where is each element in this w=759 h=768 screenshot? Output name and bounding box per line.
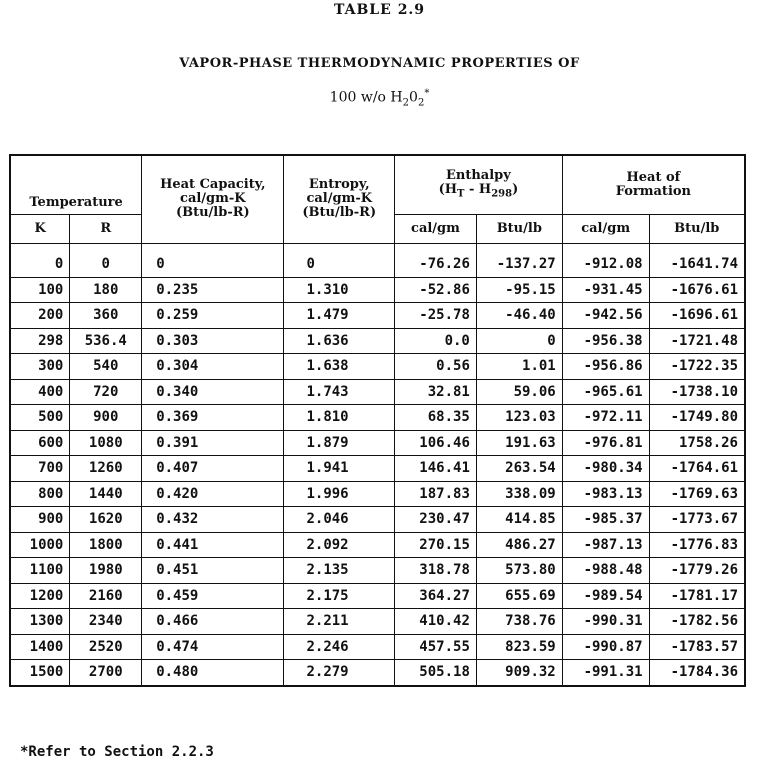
entropy-cell: 1.479	[284, 303, 395, 329]
heat-capacity-header-line-3: (Btu/lb-R)	[175, 205, 250, 220]
temperature-k-cell: 298	[10, 328, 70, 354]
entropy-cell: 2.046	[284, 507, 395, 533]
heat-capacity-header-line-2: cal/gm-K	[180, 191, 246, 206]
table-body	[10, 244, 745, 686]
temperature-r-cell: 2700	[70, 660, 142, 686]
entropy-cell: 1.879	[284, 430, 395, 456]
enthalpy-cal-cell: 146.41	[395, 456, 477, 482]
formation-btu-cell: -1781.17	[649, 583, 745, 609]
enthalpy-cal-cell: -25.78	[395, 303, 477, 329]
table-row	[10, 558, 745, 584]
enthalpy-btu-header: Btu/lb	[476, 215, 562, 244]
heat-capacity-cell: 0.391	[142, 430, 284, 456]
heat-of-formation-header-line-2: Formation	[615, 184, 692, 199]
entropy-header-line-3: (Btu/lb-R)	[302, 205, 377, 220]
enthalpy-cal-cell: 187.83	[395, 481, 477, 507]
formation-cal-cell: -991.31	[562, 660, 649, 686]
enthalpy-header-line-1: Enthalpy	[445, 167, 511, 183]
table-row	[10, 634, 745, 660]
entropy-header	[284, 155, 395, 244]
heat-capacity-cell: 0.441	[142, 532, 284, 558]
formation-cal-cell: -972.11	[562, 405, 649, 431]
enthalpy-header	[395, 155, 563, 215]
enthalpy-cal-cell: 410.42	[395, 609, 477, 635]
temperature-r-cell: 1620	[70, 507, 142, 533]
heat-of-formation-header-line-1: Heat of	[626, 170, 681, 185]
formation-cal-cell: -985.37	[562, 507, 649, 533]
enthalpy-btu-cell: 573.80	[476, 558, 562, 584]
temperature-r-cell: 1260	[70, 456, 142, 482]
enthalpy-btu-cell: 1.01	[476, 354, 562, 380]
subtitle-subscript-1: 2	[402, 97, 410, 109]
table-row	[10, 430, 745, 456]
heat-capacity-cell: 0.432	[142, 507, 284, 533]
temperature-r-cell: 360	[70, 303, 142, 329]
entropy-cell: 1.310	[284, 277, 395, 303]
entropy-cell: 0	[284, 244, 395, 278]
enthalpy-cal-cell: 318.78	[395, 558, 477, 584]
temperature-k-cell: 500	[10, 405, 70, 431]
formation-cal-cell: -989.54	[562, 583, 649, 609]
formation-btu-cell: -1773.67	[649, 507, 745, 533]
table-row	[10, 405, 745, 431]
heat-capacity-cell: 0	[142, 244, 284, 278]
enthalpy-cal-cell: 106.46	[395, 430, 477, 456]
enthalpy-btu-cell: 655.69	[476, 583, 562, 609]
table-row	[10, 507, 745, 533]
formation-cal-cell: -931.45	[562, 277, 649, 303]
formation-btu-header: Btu/lb	[649, 215, 745, 244]
entropy-cell: 2.211	[284, 609, 395, 635]
temperature-k-cell: 100	[10, 277, 70, 303]
enthalpy-cal-cell: 270.15	[395, 532, 477, 558]
temperature-r-cell: 900	[70, 405, 142, 431]
formation-cal-cell: -942.56	[562, 303, 649, 329]
entropy-cell: 1.810	[284, 405, 395, 431]
entropy-cell: 2.279	[284, 660, 395, 686]
temperature-k-cell: 800	[10, 481, 70, 507]
enthalpy-btu-cell: 738.76	[476, 609, 562, 635]
enthalpy-cal-cell: 0.56	[395, 354, 477, 380]
temperature-r-cell: 1980	[70, 558, 142, 584]
entropy-header-line-1: Entropy,	[308, 177, 370, 192]
enthalpy-btu-cell: 191.63	[476, 430, 562, 456]
heat-capacity-cell: 0.459	[142, 583, 284, 609]
enthalpy-btu-cell: 59.06	[476, 379, 562, 405]
heat-capacity-header	[142, 155, 284, 244]
entropy-cell: 2.092	[284, 532, 395, 558]
table-row	[10, 244, 745, 278]
heat-of-formation-header	[562, 155, 745, 215]
enthalpy-btu-cell: 909.32	[476, 660, 562, 686]
subtitle-footnote-mark: *	[424, 88, 430, 99]
formation-cal-cell: -983.13	[562, 481, 649, 507]
formation-btu-cell: -1696.61	[649, 303, 745, 329]
enthalpy-btu-cell: 486.27	[476, 532, 562, 558]
heat-capacity-cell: 0.259	[142, 303, 284, 329]
enthalpy-cal-cell: 364.27	[395, 583, 477, 609]
enthalpy-cal-cell: 230.47	[395, 507, 477, 533]
table-row	[10, 379, 745, 405]
formation-cal-cell: -988.48	[562, 558, 649, 584]
formation-btu-cell: -1721.48	[649, 328, 745, 354]
temperature-k-cell: 1400	[10, 634, 70, 660]
formation-btu-cell: -1738.10	[649, 379, 745, 405]
temperature-k-cell: 600	[10, 430, 70, 456]
temperature-r-cell: 536.4	[70, 328, 142, 354]
enthalpy-cal-cell: 0.0	[395, 328, 477, 354]
rankine-header: R	[70, 215, 142, 244]
formation-cal-header: cal/gm	[562, 215, 649, 244]
formation-btu-cell: -1776.83	[649, 532, 745, 558]
temperature-k-cell: 700	[10, 456, 70, 482]
entropy-header-line-2: cal/gm-K	[306, 191, 373, 206]
temperature-r-cell: 1440	[70, 481, 142, 507]
temperature-r-cell: 180	[70, 277, 142, 303]
formation-cal-cell: -976.81	[562, 430, 649, 456]
subtitle-prefix: 100 w/o H	[329, 89, 403, 106]
temperature-k-cell: 200	[10, 303, 70, 329]
table-subtitle	[0, 88, 759, 108]
formation-btu-cell: -1764.61	[649, 456, 745, 482]
heat-capacity-cell: 0.235	[142, 277, 284, 303]
enthalpy-cal-cell: -76.26	[395, 244, 477, 278]
heat-capacity-cell: 0.474	[142, 634, 284, 660]
entropy-cell: 1.638	[284, 354, 395, 380]
table-row	[10, 583, 745, 609]
kelvin-header: K	[10, 215, 70, 244]
temperature-k-cell: 400	[10, 379, 70, 405]
heat-capacity-cell: 0.420	[142, 481, 284, 507]
entropy-cell: 2.246	[284, 634, 395, 660]
temperature-k-cell: 1000	[10, 532, 70, 558]
enthalpy-btu-cell: 414.85	[476, 507, 562, 533]
enthalpy-btu-cell: -95.15	[476, 277, 562, 303]
heat-capacity-cell: 0.466	[142, 609, 284, 635]
table-label: TABLE 2.9	[333, 2, 426, 18]
temperature-r-cell: 720	[70, 379, 142, 405]
entropy-cell: 1.996	[284, 481, 395, 507]
enthalpy-header-line-2: $(H_T - H_{298})$	[438, 181, 519, 200]
subtitle-mid: 0	[409, 89, 418, 106]
enthalpy-cal-cell: 68.35	[395, 405, 477, 431]
heat-capacity-cell: 0.369	[142, 405, 284, 431]
enthalpy-btu-cell: 123.03	[476, 405, 562, 431]
entropy-cell: 2.135	[284, 558, 395, 584]
properties-table	[9, 154, 746, 687]
temperature-r-cell: 2340	[70, 609, 142, 635]
formation-btu-cell: -1782.56	[649, 609, 745, 635]
temperature-r-cell: 540	[70, 354, 142, 380]
temperature-k-cell: 300	[10, 354, 70, 380]
entropy-cell: 1.636	[284, 328, 395, 354]
formation-btu-cell: -1784.36	[649, 660, 745, 686]
temperature-r-cell: 2160	[70, 583, 142, 609]
temperature-k-cell: 900	[10, 507, 70, 533]
enthalpy-btu-cell: 823.59	[476, 634, 562, 660]
table-row	[10, 532, 745, 558]
temperature-header: Temperature	[10, 155, 142, 215]
heat-capacity-header-line-1: Heat Capacity,	[160, 177, 266, 192]
heat-capacity-cell: 0.480	[142, 660, 284, 686]
enthalpy-btu-cell: 263.54	[476, 456, 562, 482]
temperature-k-cell: 1200	[10, 583, 70, 609]
table-row	[10, 609, 745, 635]
formation-cal-cell: -956.86	[562, 354, 649, 380]
table-row	[10, 328, 745, 354]
enthalpy-btu-cell: -46.40	[476, 303, 562, 329]
temperature-r-cell: 2520	[70, 634, 142, 660]
formation-cal-cell: -965.61	[562, 379, 649, 405]
table-row	[10, 481, 745, 507]
formation-btu-cell: -1722.35	[649, 354, 745, 380]
enthalpy-btu-cell: -137.27	[476, 244, 562, 278]
heat-capacity-cell: 0.303	[142, 328, 284, 354]
entropy-cell: 1.941	[284, 456, 395, 482]
table-row	[10, 277, 745, 303]
temperature-k-cell: 1100	[10, 558, 70, 584]
enthalpy-cal-cell: 505.18	[395, 660, 477, 686]
entropy-cell: 1.743	[284, 379, 395, 405]
formation-btu-cell: -1641.74	[649, 244, 745, 278]
formation-cal-cell: -980.34	[562, 456, 649, 482]
formation-cal-cell: -956.38	[562, 328, 649, 354]
formation-cal-cell: -990.31	[562, 609, 649, 635]
table-row	[10, 303, 745, 329]
table-row	[10, 456, 745, 482]
heat-capacity-cell: 0.304	[142, 354, 284, 380]
enthalpy-cal-cell: -52.86	[395, 277, 477, 303]
enthalpy-cal-header: cal/gm	[395, 215, 477, 244]
enthalpy-btu-cell: 0	[476, 328, 562, 354]
formation-btu-cell: -1676.61	[649, 277, 745, 303]
enthalpy-cal-cell: 32.81	[395, 379, 477, 405]
heat-capacity-cell: 0.451	[142, 558, 284, 584]
formation-btu-cell: -1769.63	[649, 481, 745, 507]
table-row	[10, 354, 745, 380]
formation-btu-cell: -1779.26	[649, 558, 745, 584]
formation-cal-cell: -912.08	[562, 244, 649, 278]
temperature-r-cell: 0	[70, 244, 142, 278]
table-title: VAPOR-PHASE THERMODYNAMIC PROPERTIES OF	[179, 56, 580, 71]
formation-btu-cell: -1783.57	[649, 634, 745, 660]
formation-btu-cell: -1749.80	[649, 405, 745, 431]
temperature-k-cell: 0	[10, 244, 70, 278]
subtitle-subscript-2: 2	[417, 97, 425, 109]
table-row	[10, 660, 745, 686]
temperature-k-cell: 1300	[10, 609, 70, 635]
temperature-k-cell: 1500	[10, 660, 70, 686]
heat-capacity-cell: 0.407	[142, 456, 284, 482]
entropy-cell: 2.175	[284, 583, 395, 609]
temperature-r-cell: 1080	[70, 430, 142, 456]
formation-btu-cell: 1758.26	[649, 430, 745, 456]
formation-cal-cell: -990.87	[562, 634, 649, 660]
formation-cal-cell: -987.13	[562, 532, 649, 558]
heat-capacity-cell: 0.340	[142, 379, 284, 405]
footnote: *Refer to Section 2.2.3	[20, 744, 214, 760]
temperature-r-cell: 1800	[70, 532, 142, 558]
enthalpy-btu-cell: 338.09	[476, 481, 562, 507]
enthalpy-cal-cell: 457.55	[395, 634, 477, 660]
